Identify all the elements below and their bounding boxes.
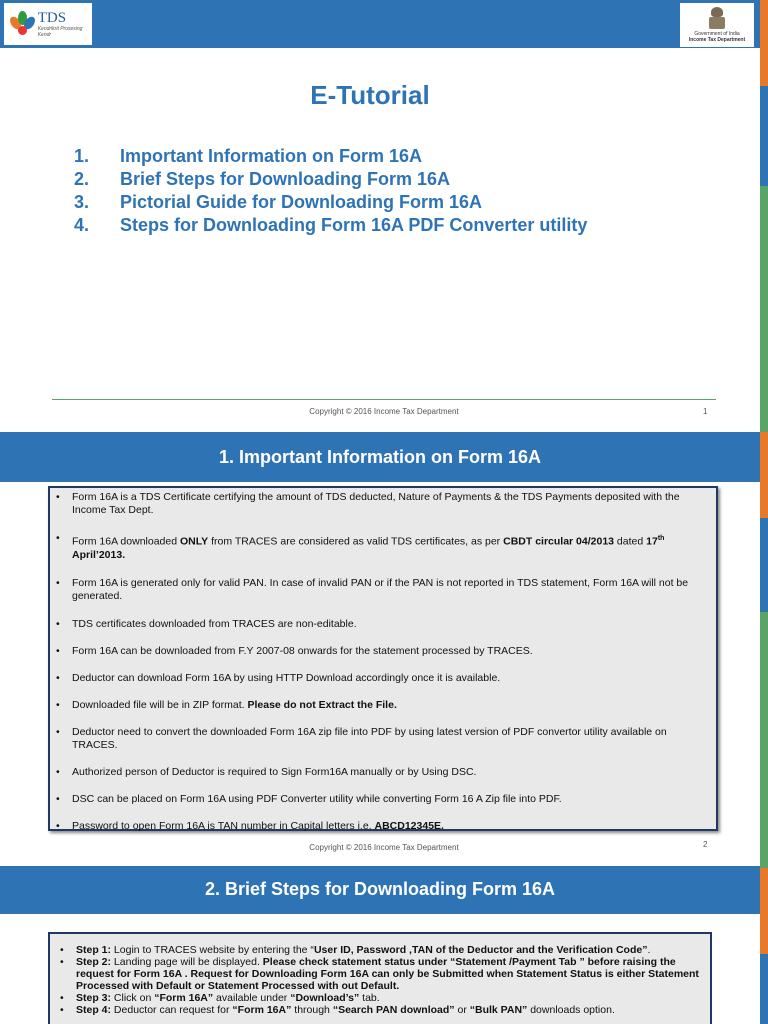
tds-flower-icon: [10, 10, 34, 38]
list-item: • Deductor can download Form 16A by using HTTP Download accordingly once it is available.: [56, 671, 501, 684]
tds-logo-text: TDS: [37, 9, 67, 26]
footer-page-number: 2: [703, 840, 708, 849]
side-stripe-green: [760, 186, 768, 432]
section-banner: 2. Brief Steps for Downloading Form 16A: [0, 866, 760, 914]
list-item: • Downloaded file will be in ZIP format. Please do not Extract the File.: [56, 698, 397, 711]
tds-logo-tagline: Kendrikrit Prosesing Kendr: [37, 25, 83, 38]
toc-item[interactable]: 1. Important Information on Form 16A: [74, 146, 423, 166]
list-item: • Deductor need to convert the downloaded Form 16A zip file into PDF by using latest version of PDF convertor utility available on TRACES.: [56, 725, 667, 751]
income-tax-logo: [680, 3, 754, 47]
footer-divider: [52, 399, 716, 400]
side-stripe-blue: [760, 86, 768, 186]
list-item: • Password to open Form 16A is TAN number in Capital letters i.e. ABCD12345E.: [56, 819, 444, 832]
slide1-header-bar: [0, 0, 760, 48]
list-item: • Step 3: Click on “Form 16A” available under “Download’s” tab.: [60, 992, 380, 1004]
list-item: • Form 16A is a TDS Certificate certifying the amount of TDS deducted, Nature of Payments & the TDS Payments deposited with the Income Tax Dept.: [56, 491, 680, 516]
toc-item[interactable]: 3. Pictorial Guide for Downloading Form 16A: [74, 192, 483, 212]
side-stripe-orange: [760, 0, 768, 86]
list-item: • Form 16A is generated only for valid PAN. In case of invalid PAN or if the PAN is not reported in TDS statement, Form 16A will not be generated.: [56, 576, 689, 602]
govt-of-india-text: Government of India: [694, 31, 740, 37]
section-banner: 1. Important Information on Form 16A: [0, 432, 760, 482]
list-item: • Step 1: Login to TRACES website by entering the “User ID, Password ,TAN of the Deductor and the Verification Code”.: [60, 944, 651, 956]
list-item: • Form 16A can be downloaded from F.Y 2007-08 onwards for the statement processed by TRACES.: [56, 644, 533, 657]
list-item: • Form 16A downloaded ONLY from TRACES are considered as valid TDS certificates, as per CBDT circular 04/2013 dated 17th April’2013.: [56, 532, 665, 561]
list-item: • Step 2: Landing page will be displayed. Please check statement status under “Statement /Payment Tab ” before raising the request for Form 16A . Request for Downloading Form 16A can only be Submitted when Statement Status is either Statement Processed with Default or Statement Processed with out Default.: [60, 956, 699, 992]
toc-item[interactable]: 4. Steps for Downloading Form 16A PDF Converter utility: [74, 215, 588, 235]
side-stripe-blue-3: [760, 954, 768, 1024]
side-stripe-blue-2: [760, 518, 768, 612]
info-box: [48, 486, 718, 831]
footer-copyright: Copyright © 2016 Income Tax Department: [309, 843, 459, 852]
list-item: • TDS certificates downloaded from TRACES are non-editable.: [56, 617, 357, 630]
footer-page-number: 1: [703, 407, 708, 416]
list-item: • Authorized person of Deductor is required to Sign Form16A manually or by Using DSC.: [56, 765, 477, 778]
side-stripe-green-2: [760, 612, 768, 868]
list-item: • Step 4: Deductor can request for “Form 16A” through “Search PAN download” or “Bulk PAN” downloads option.: [60, 1004, 615, 1016]
side-stripe-orange-3: [760, 868, 768, 954]
toc-item[interactable]: 2. Brief Steps for Downloading Form 16A: [74, 169, 451, 189]
page-title: E-Tutorial: [310, 80, 430, 110]
national-emblem-icon: [707, 7, 727, 31]
steps-box: [48, 932, 712, 1024]
footer-copyright: Copyright © 2016 Income Tax Department: [309, 407, 459, 416]
income-tax-dept-text: Income Tax Department: [688, 37, 746, 43]
list-item: • DSC can be placed on Form 16A using PDF Converter utility while converting Form 16 A Zip file into PDF.: [56, 792, 562, 805]
table-of-contents: [74, 145, 587, 237]
side-stripe-orange-2: [760, 432, 768, 518]
tds-logo: [4, 3, 92, 45]
